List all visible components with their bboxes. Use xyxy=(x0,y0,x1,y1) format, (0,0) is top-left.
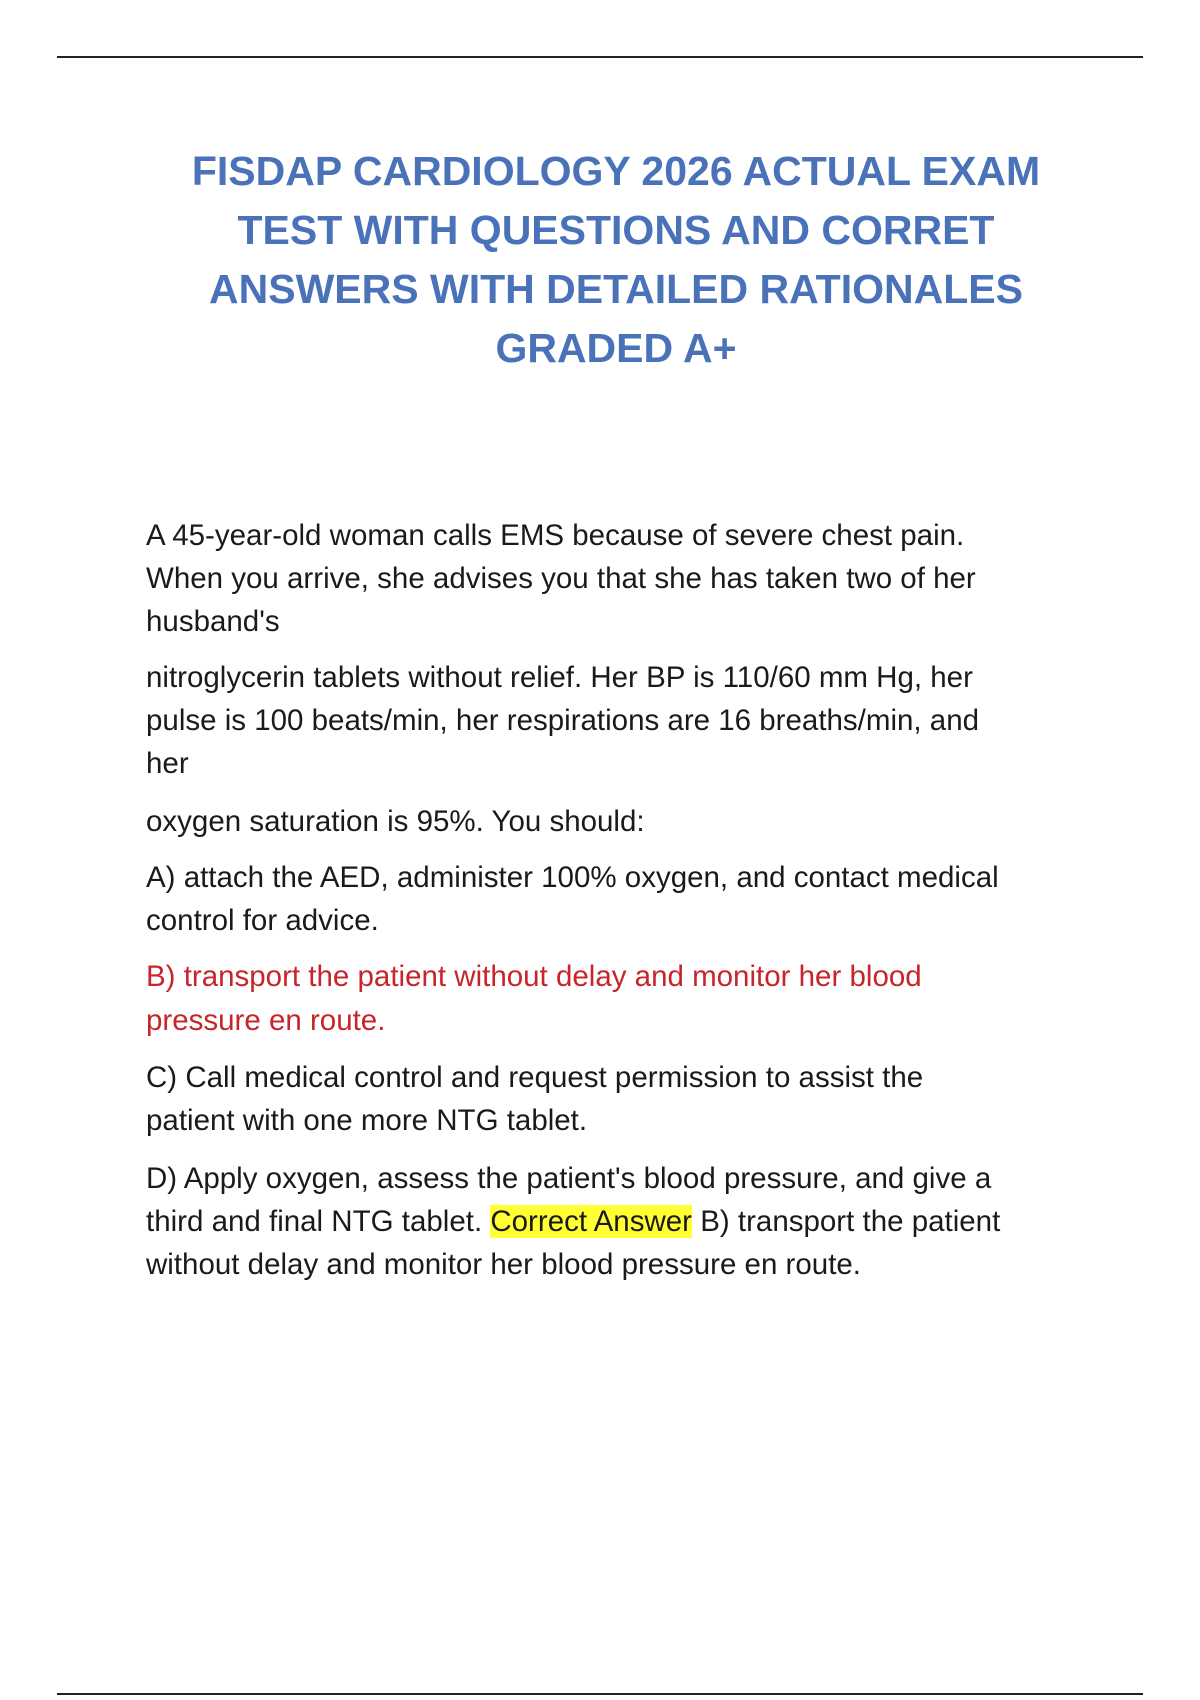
text-line: When you arrive, she advises you that she has taken two of her xyxy=(146,562,976,595)
text-line xyxy=(146,1200,1096,1243)
question-stem-part-2 xyxy=(146,656,1096,785)
question-stem-part-1 xyxy=(146,514,1096,643)
text-line: A 45-year-old woman calls EMS because of severe chest pain. xyxy=(146,519,965,552)
text-line: patient with one more NTG tablet. xyxy=(146,1104,588,1137)
text-line: B) transport the patient without delay and monitor her blood xyxy=(146,960,922,993)
text-line: nitroglycerin tablets without relief. Her BP is 110/60 mm Hg, her xyxy=(146,661,973,694)
document-title xyxy=(120,142,1112,378)
text-line: without delay and monitor her blood pressure en route. xyxy=(146,1248,861,1281)
title-line: GRADED A+ xyxy=(495,325,737,371)
text-line: husband's xyxy=(146,605,280,638)
text-line: control for advice. xyxy=(146,904,379,937)
correct-answer-highlight: Correct Answer xyxy=(490,1205,692,1238)
text-line: pulse is 100 beats/min, her respirations are 16 breaths/min, and xyxy=(146,704,980,737)
option-c xyxy=(146,1056,1096,1142)
question-stem-part-3 xyxy=(146,800,1096,843)
title-line: ANSWERS WITH DETAILED RATIONALES xyxy=(209,266,1023,312)
bottom-rule xyxy=(57,1693,1143,1695)
question-block xyxy=(146,514,1096,1301)
text-line: A) attach the AED, administer 100% oxygen, and contact medical xyxy=(146,861,999,894)
option-b-correct xyxy=(146,955,1096,1043)
text-line: pressure en route. xyxy=(146,1004,386,1037)
option-d xyxy=(146,1157,1096,1286)
option-a xyxy=(146,856,1096,942)
text-fragment: third and final NTG tablet. xyxy=(146,1205,491,1238)
text-line: her xyxy=(146,747,189,780)
text-fragment: B) transport the patient xyxy=(692,1205,1001,1238)
text-line: D) Apply oxygen, assess the patient's blood pressure, and give a xyxy=(146,1162,992,1195)
text-line: C) Call medical control and request permission to assist the xyxy=(146,1061,924,1094)
title-line: FISDAP CARDIOLOGY 2026 ACTUAL EXAM xyxy=(191,148,1041,194)
title-line: TEST WITH QUESTIONS AND CORRET xyxy=(237,207,995,253)
top-rule xyxy=(57,56,1143,58)
text-line: oxygen saturation is 95%. You should: xyxy=(146,805,645,838)
